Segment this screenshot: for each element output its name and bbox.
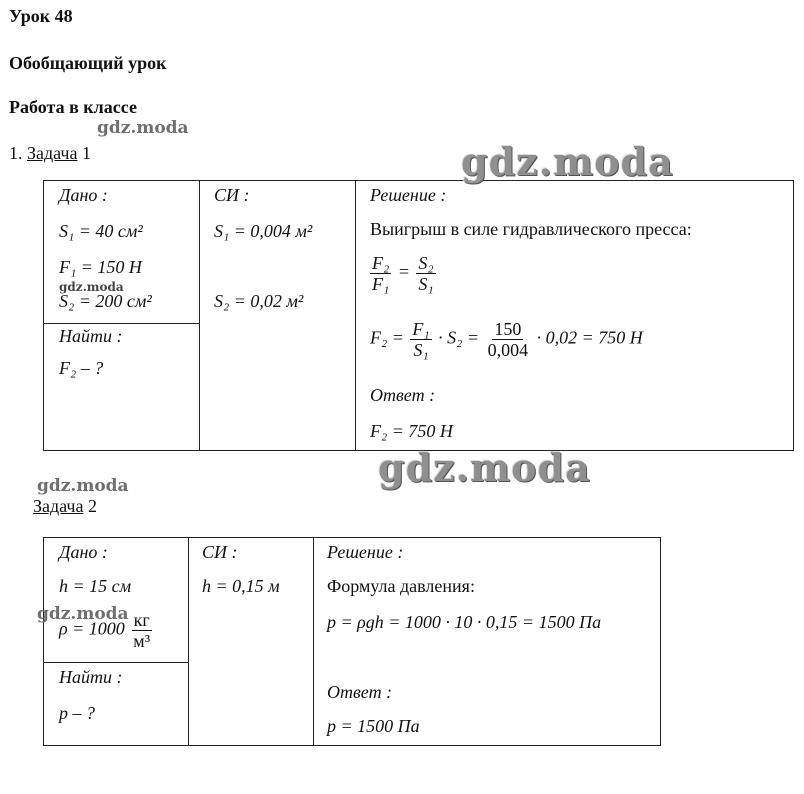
task1-title: Задача [27,143,78,163]
task1-ratio-left [370,253,391,294]
task1-formula-num: 150 [494,319,522,339]
task2-answer: p = 1500 Па [327,716,420,736]
watermark-5: gdz.moda [37,476,129,496]
task1-ratio-s2: S₂ [418,253,434,273]
task1-table [43,180,794,451]
task1-find-value: F₂ – ? [59,358,104,378]
task2-solution-label: Решение : [327,542,404,562]
watermark-3: gdz.moda [59,280,124,294]
task2-heading [33,496,97,517]
task1-formula-f1: F₁ [412,319,430,339]
task2-formula: p = ρgh = 1000 · 10 · 0,15 = 1500 Па [327,612,602,632]
task1-si-s1: S₁ = 0,004 м² [214,221,313,241]
task2-given-label: Дано : [59,542,108,562]
task2-given-cell [44,538,189,663]
task1-number: 1. [9,143,23,163]
task1-find-label: Найти : [59,326,123,346]
task1-heading [9,143,91,164]
task1-ratio-eq: = [397,261,410,282]
task1-given-f1: F₁ = 150 Н [59,257,142,277]
task1-ratio-right [416,253,435,294]
task1-ratio-s1: S₁ [418,274,434,294]
task1-ratio-f2: F₂ [372,253,390,273]
watermark-4: gdz.moda [378,445,591,490]
task1-formula-den: 0,004 [487,340,529,360]
task2-solution-text: Формула давления: [327,576,475,596]
task1-given-s1: S₁ = 40 см² [59,221,143,241]
section-title: Работа в классе [9,97,137,117]
task2-find-value: p – ? [59,703,95,723]
watermark-2: gdz.moda [461,139,674,184]
lesson-title: Урок 48 [9,6,73,26]
task1-index: 1 [81,143,91,163]
task1-given-s2: S₂ = 200 см² [59,291,152,311]
task2-rho-unit [131,610,152,651]
task2-title: Задача [33,496,84,516]
task1-solution-cell [356,181,794,451]
task2-find-cell [44,663,189,746]
task1-si-cell [200,181,356,451]
task2-find-label: Найти : [59,667,123,687]
task2-solution-cell [314,538,661,746]
task1-main-formula [370,319,643,360]
task2-answer-label: Ответ : [327,682,393,702]
task1-given-label: Дано : [59,185,108,205]
task1-formula-s1: S₁ [413,340,429,360]
task1-ratio-f1: F₁ [372,274,390,294]
task1-formula-tail: · 0,02 = 750 Н [536,327,643,348]
topic-title: Обобщающий урок [9,53,167,73]
task2-unit-num: кг [133,610,150,630]
task1-formula-mult: · S₂ = [438,327,480,348]
task1-si-label: СИ : [214,185,250,205]
task1-solution-label: Решение : [370,185,447,205]
task2-table [43,537,661,746]
task1-formula-lhs: F₂ = [370,327,404,348]
task1-ratio-formula [368,253,438,294]
task1-formula-frac2 [486,319,531,360]
watermark-1: gdz.moda [97,118,189,138]
task1-given-cell [44,181,200,324]
task2-index: 2 [87,496,97,516]
task1-answer: F₂ = 750 Н [370,421,453,441]
task1-find-cell [44,324,200,451]
watermark-6: gdz.moda [37,604,129,624]
task2-si-h: h = 0,15 м [202,576,280,596]
task2-rho-prefix: ρ = 1000 [59,618,125,639]
task1-answer-label: Ответ : [370,385,436,405]
task1-formula-frac1 [410,319,431,360]
task1-si-s2: S₂ = 0,02 м² [214,291,304,311]
task2-si-cell [189,538,314,746]
task2-si-label: СИ : [202,542,238,562]
task2-given-h: h = 15 см [59,576,132,596]
task2-unit-den: м³ [133,631,151,651]
task1-solution-text: Выигрыш в силе гидравлического пресса: [370,219,692,239]
